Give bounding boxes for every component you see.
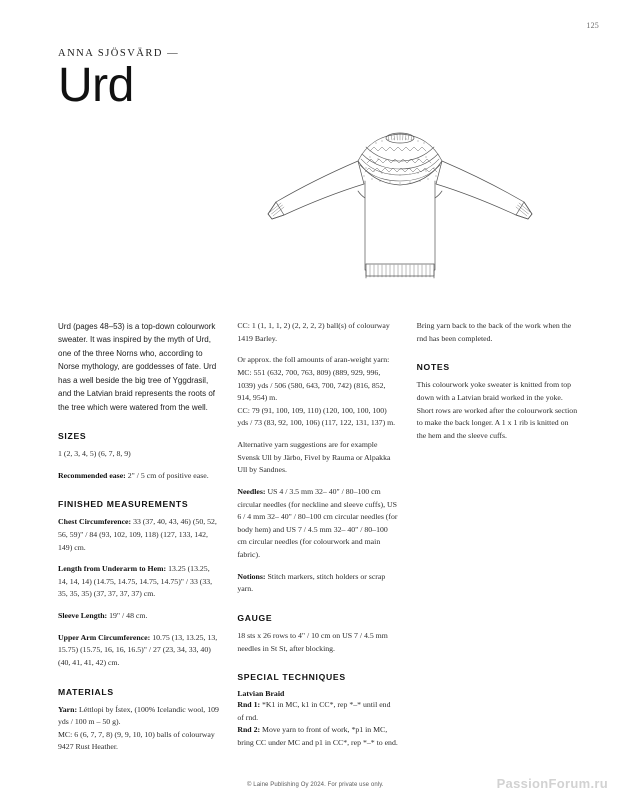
sweater-schematic-illustration: [180, 118, 620, 303]
intro-paragraph: Urd (pages 48–53) is a top-down colourwork sweater. It was inspired by the myth of Urd, one of the three Norns who, according to Norse mythology, are goddesses of fate. Urd has a well beside the big tree of Yggdrasil, and the Latvian braid represents the roots of the tree which were watered from the well.: [58, 322, 217, 412]
heading-special-techniques: SPECIAL TECHNIQUES: [237, 672, 346, 683]
notions-label: Notions:: [237, 571, 266, 581]
masthead: [58, 48, 180, 112]
right-column: [417, 320, 578, 763]
heading-finished-measurements: FINISHED MEASUREMENTS: [58, 499, 189, 510]
rnd2-value: Move yarn to front of work, *p1 in MC, bring CC under MC and p1 in CC*, rep *–* to end.: [237, 725, 398, 747]
aran-weight-intro: Or approx. the foll amounts of aran-weight yarn:: [237, 355, 390, 365]
designer-name: ANNA SJÖSVÄRD —: [58, 48, 180, 59]
rnd2-label: Rnd 2:: [237, 725, 261, 735]
sizes-list: 1 (2, 3, 4, 5) (6, 7, 8, 9): [58, 449, 131, 459]
needles-label: Needles:: [237, 486, 266, 496]
contrast-colour-quantity: CC: 1 (1, 1, 1, 2) (2, 2, 2, 2) ball(s) of colourway 1419 Barley.: [237, 321, 390, 343]
recommended-ease-value: 2" / 5 cm of positive ease.: [127, 470, 209, 480]
needles-info: [237, 486, 398, 562]
rnd1-value: *K1 in MC, k1 in CC*, rep *–* until end of rnd.: [237, 700, 391, 722]
yarn-label: Yarn:: [58, 704, 78, 714]
left-column: [58, 320, 219, 763]
length-underarm-to-hem: [58, 563, 219, 601]
upper-arm-label: Upper Arm Circumference:: [58, 632, 151, 642]
sleeve-length: [58, 610, 219, 623]
rnd1-label: Rnd 1:: [237, 700, 261, 710]
latvian-braid-rnd2: [237, 724, 398, 749]
upper-arm-circumference: [58, 632, 219, 670]
chest-circumference: [58, 516, 219, 554]
notions-info: [237, 571, 398, 596]
gauge-value: 18 sts x 26 rows to 4" / 10 cm on US 7 / 4.5 mm needles in St St, after blocking.: [237, 630, 388, 653]
recommended-ease-label: Recommended ease:: [58, 470, 126, 480]
heading-sizes: SIZES: [58, 431, 87, 442]
needles-value: US 4 / 3.5 mm 32– 40" / 80–100 cm circular needles (for neckline and sleeve cuffs), US 6 / 4 mm 32– 40" / 80–100 cm circular needles (for body hem) and US 7 / 4.5 mm 32– 40" / 80–100 cm circular needles (for colourwork and main fabric).: [237, 486, 398, 559]
page-number: 125: [586, 21, 599, 30]
alternative-yarns: Alternative yarn suggestions are for example Svensk Ull by Järbo, Fivel by Rauma or Alpakka Ull by Sandnes.: [237, 440, 391, 475]
yarn-info: [58, 704, 219, 729]
length-label: Length from Underarm to Hem:: [58, 564, 167, 574]
aran-main-colour-yardage: MC: 551 (632, 700, 763, 809) (889, 929, 996, 1039) yds / 506 (580, 643, 700, 742) (816, 852, 914, 954) m.: [237, 367, 386, 403]
main-colour-quantity: MC: 6 (6, 7, 7, 8) (9, 9, 10, 10) balls of colourway 9427 Rust Heather.: [58, 729, 215, 752]
latvian-braid-rnd1: [237, 699, 398, 724]
recommended-ease: [58, 470, 219, 483]
heading-gauge: GAUGE: [237, 612, 273, 623]
latvian-braid-name: Latvian Braid: [237, 689, 285, 699]
yarn-value: Léttlopi by Ístex, (100% Icelandic wool, 109 yds / 100 m – 50 g).: [58, 704, 219, 727]
page-title: Urd: [58, 59, 134, 112]
middle-column: [237, 320, 398, 763]
copyright-notice: © Laine Publishing Oy 2024. For private use only.: [247, 782, 384, 788]
sleeve-length-label: Sleeve Length:: [58, 611, 108, 621]
heading-notes: NOTES: [416, 362, 450, 373]
content-columns: [58, 320, 578, 763]
chest-circumference-value: 33 (37, 40, 43, 46) (50, 52, 56, 59)" / 84 (93, 102, 109, 118) (127, 133, 142, 149) cm.: [58, 517, 217, 552]
sleeve-length-value: 19" / 48 cm.: [109, 611, 148, 621]
latvian-braid-continued: Bring yarn back to the back of the work when the rnd has been completed.: [416, 321, 572, 343]
heading-materials: MATERIALS: [58, 686, 114, 697]
chest-circumference-label: Chest Circumference:: [58, 517, 132, 527]
notes-value: This colourwork yoke sweater is knitted from top down with a Latvian braid worked in the yoke. Short rows are worked after the colourwork section to make the back longer. A 1 x 1 rib is knitted on the hem and the sleeve cuffs.: [416, 380, 578, 440]
aran-contrast-colour-yardage: CC: 79 (91, 100, 109, 110) (120, 100, 100, 100) yds / 73 (83, 92, 100, 106) (117, 122, 131, 137) m.: [237, 405, 396, 428]
watermark: PassionForum.ru: [496, 776, 608, 791]
notions-value: Stitch markers, stitch holders or scrap yarn.: [237, 571, 386, 594]
length-value: 13.25 (13.25, 14, 14, 14) (14.75, 14.75, 14.75, 14.75)" / 33 (33, 35, 35, 35) (37, 37, 37, 37) cm.: [58, 564, 213, 599]
upper-arm-value: 10.75 (13, 13.25, 13, 15.75) (15.75, 16, 16, 16.5)" / 27 (23, 34, 33, 40) (40, 41, 41, 42) cm.: [58, 632, 218, 667]
